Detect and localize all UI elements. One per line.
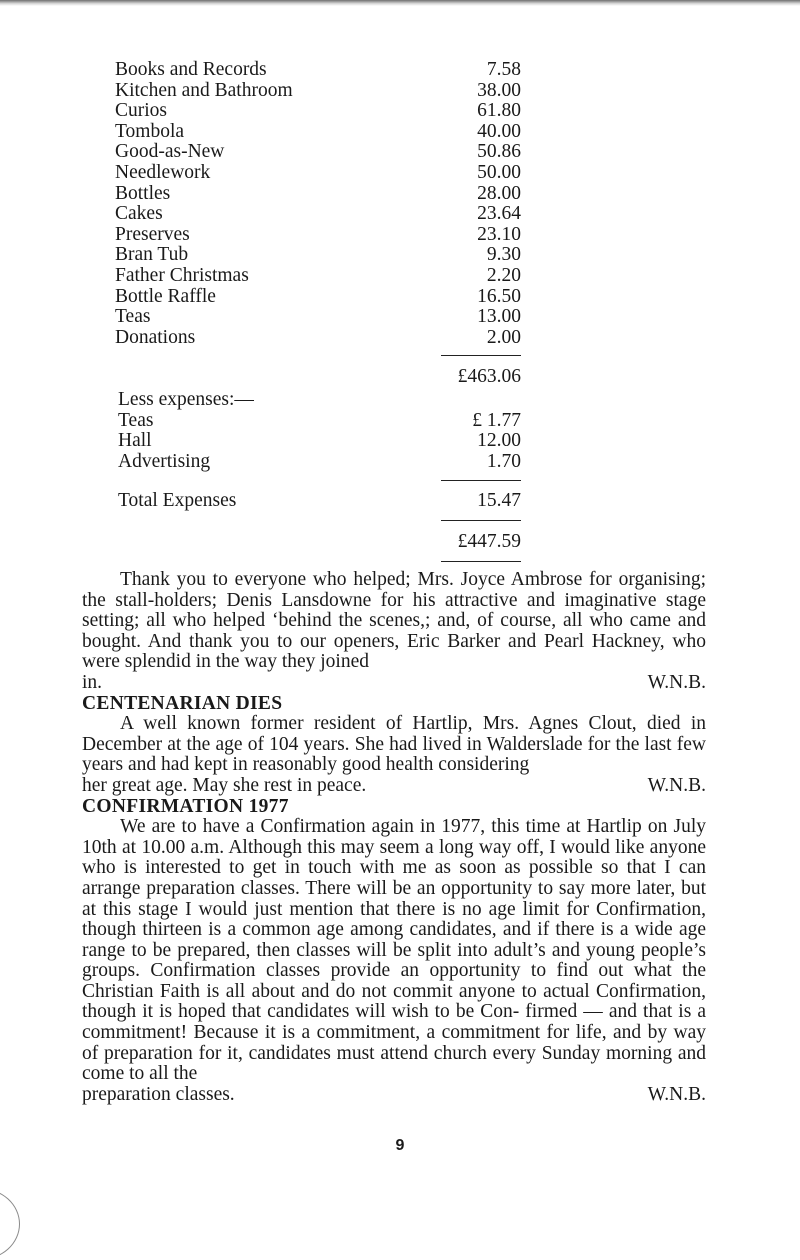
item-amount: 23.64 — [477, 203, 521, 225]
item-amount: 2.20 — [486, 264, 521, 286]
item-label: Bottles — [115, 182, 171, 204]
section-heading-confirmation: CONFIRMATION 1977 — [82, 795, 289, 817]
list-item — [115, 163, 525, 184]
item-label: Kitchen and Bathroom — [115, 79, 293, 101]
confirmation-paragraph: We are to have a Confirmation again in 1977, this time at Hartlip on July 10th at 10.00 a.m. Although this may seem a long way off, I would like anyone who is interested to get in touch with me as soon as possible so that I can arrange preparation classes. There will be an opportunity to say more later, but at this stage I would just mention that there is no age limit for Confirmation, though thirteen is a common age among candidates, and if there is a wide age range to be prepared, then classes will be split into adult’s and young people’s groups. Confirmation classes provide an opportunity to find out what the Christian Faith is all about and do not commit anyone to actual Confirmation, though it is hoped that candidates will wish to be Con- firmed — and that is a commitment! Because it is a commitment, a commitment for life, and by way of preparation for it, candidates must attend church every Sunday morning and come to all the — [82, 816, 706, 1085]
item-label: Curios — [115, 100, 168, 122]
item-amount: 40.00 — [477, 120, 521, 142]
list-item — [118, 431, 525, 452]
list-item — [115, 287, 525, 308]
item-amount: 50.86 — [477, 141, 521, 163]
item-label: Preserves — [115, 223, 190, 245]
item-label: Good-as-New — [115, 141, 225, 163]
section-heading-centenarian: CENTENARIAN DIES — [82, 692, 283, 714]
item-amount: £ 1.77 — [472, 409, 521, 431]
list-item — [115, 225, 525, 246]
item-amount: 9.30 — [486, 244, 521, 266]
list-item — [115, 122, 525, 143]
thanks-signature-line — [82, 673, 706, 694]
net-total-row — [115, 532, 525, 553]
item-amount: 13.00 — [477, 306, 521, 328]
list-item — [118, 411, 525, 432]
item-label: Needlework — [115, 161, 211, 183]
gross-total: £463.06 — [457, 366, 521, 387]
page-number: 9 — [395, 1137, 405, 1154]
item-label: Teas — [115, 306, 151, 328]
item-amount: 12.00 — [477, 430, 521, 452]
expenses-list — [118, 390, 525, 472]
total-expenses-label: Total Expenses — [118, 490, 237, 511]
item-amount: 7.58 — [486, 59, 521, 80]
expenses-heading: Less expenses:— — [118, 389, 254, 410]
list-item — [115, 328, 525, 349]
item-label: Tombola — [115, 120, 185, 142]
income-list — [115, 60, 525, 348]
list-item — [115, 266, 525, 287]
item-label: Books and Records — [115, 59, 267, 80]
centenarian-last-line: her great age. May she rest in peace. — [82, 774, 367, 796]
item-label: Teas — [118, 409, 154, 431]
signature: W.N.B. — [647, 1083, 706, 1105]
item-label: Donations — [115, 326, 196, 348]
item-label: Hall — [118, 430, 152, 452]
article-body — [82, 570, 706, 1105]
net-total: £447.59 — [457, 531, 521, 552]
item-amount: 38.00 — [477, 79, 521, 101]
item-amount: 61.80 — [477, 100, 521, 122]
net-rule — [441, 520, 521, 521]
list-item — [115, 184, 525, 205]
list-item — [115, 142, 525, 163]
total-expenses-amount: 15.47 — [477, 490, 521, 511]
subtotal-rule — [441, 355, 521, 356]
centenarian-paragraph: A well known former resident of Hartlip, Mrs. Agnes Clout, died in December at the age of 104 years. She had lived in Walderslade for the last few years and had kept in reasonably good health considering — [82, 713, 706, 776]
list-item — [115, 60, 525, 81]
item-amount: 16.50 — [477, 285, 521, 307]
item-amount: 50.00 — [477, 161, 521, 183]
item-amount: 2.00 — [486, 326, 521, 348]
centenarian-signature-line — [82, 776, 706, 797]
confirmation-last-line: preparation classes. — [82, 1083, 235, 1105]
item-label: Father Christmas — [115, 264, 249, 286]
list-item — [115, 81, 525, 102]
expenses-rule — [441, 480, 521, 481]
list-item — [118, 452, 525, 473]
list-item — [115, 245, 525, 266]
item-label: Cakes — [115, 203, 163, 225]
thanks-last-word: in. — [82, 671, 103, 693]
total-expenses-row — [118, 491, 525, 512]
item-label: Bottle Raffle — [115, 285, 216, 307]
item-label: Advertising — [118, 450, 211, 472]
list-item — [115, 101, 525, 122]
item-amount: 1.70 — [486, 450, 521, 472]
thanks-paragraph: Thank you to everyone who helped; Mrs. Joyce Ambrose for organising; the stall-holders; Denis Lansdowne for his attractive and imaginative stage setting; all who helped ‘behind the scenes,; and, of course, all who came and bought. And thank you to our openers, Eric Barker and Pearl Hackney, who were splendid in the way they joined — [82, 569, 706, 673]
item-label: Bran Tub — [115, 244, 189, 266]
final-rule — [441, 561, 521, 562]
signature: W.N.B. — [647, 671, 706, 693]
confirmation-signature-line — [82, 1085, 706, 1106]
list-item — [115, 307, 525, 328]
page-top-edge — [0, 0, 800, 6]
page-corner-curl — [0, 1188, 20, 1260]
item-amount: 23.10 — [477, 223, 521, 245]
signature: W.N.B. — [647, 774, 706, 796]
list-item — [115, 204, 525, 225]
gross-total-row — [115, 367, 525, 388]
item-amount: 28.00 — [477, 182, 521, 204]
